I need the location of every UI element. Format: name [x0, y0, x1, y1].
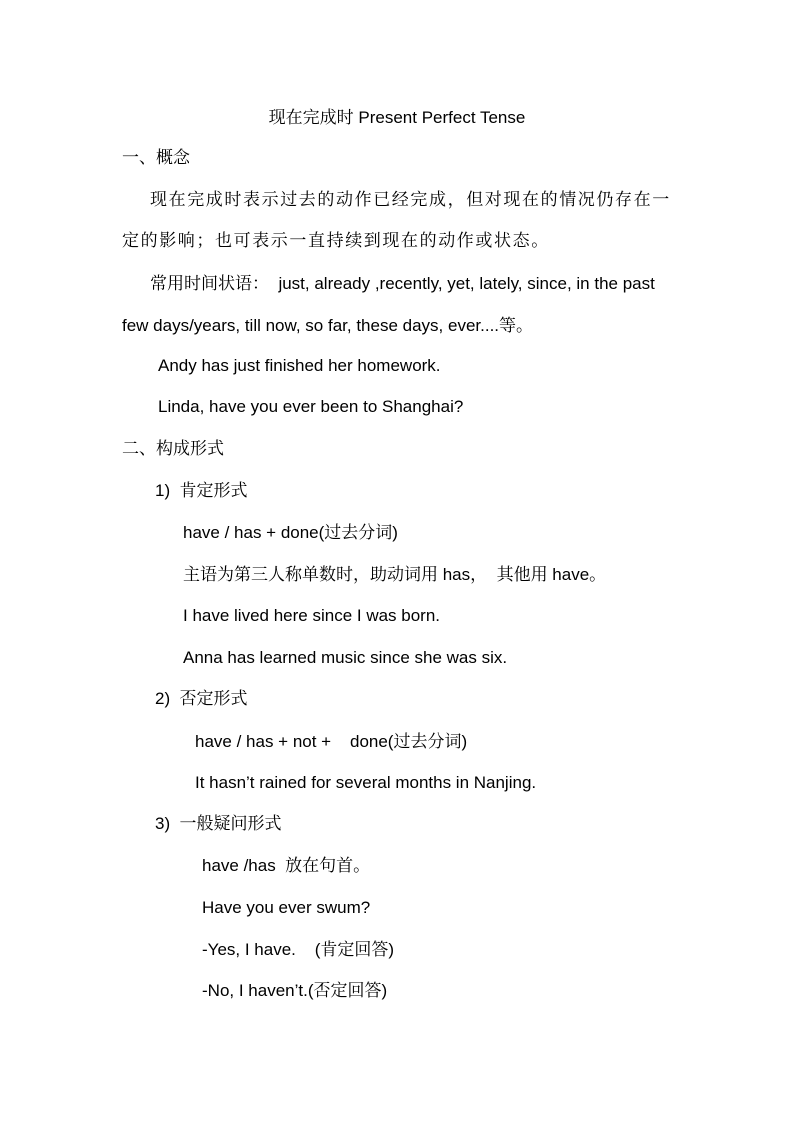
section-heading-concept: 一、概念: [122, 148, 190, 167]
affirmative-example-2: Anna has learned music since she was six.: [183, 648, 508, 667]
affirmative-formula: have / has + done(过去分词): [183, 523, 398, 542]
negative-formula: have / has + not + done(过去分词): [195, 732, 468, 751]
question-label: 3) 一般疑问形式: [155, 814, 282, 833]
section-heading-forms: 二、构成形式: [122, 439, 224, 458]
question-formula: have /has 放在句首。: [202, 856, 371, 875]
page-title: 现在完成时 Present Perfect Tense: [268, 108, 526, 127]
question-example-1: Have you ever swum?: [202, 898, 371, 917]
concept-paragraph-line-1: 现在完成时表示过去的动作已经完成，但对现在的情况仍存在一: [150, 190, 671, 209]
concept-example-2: Linda, have you ever been to Shanghai?: [158, 397, 464, 416]
question-answer-no: -No, I haven’t.(否定回答): [202, 981, 388, 1000]
negative-label: 2) 否定形式: [155, 689, 248, 708]
adverbials-line-2: few days/years, till now, so far, these days, ever....等。: [122, 316, 534, 335]
affirmative-label: 1) 肯定形式: [155, 481, 248, 500]
affirmative-note: 主语为第三人称单数时，助动词用 has， 其他用 have。: [183, 565, 607, 584]
negative-example-1: It hasn’t rained for several months in Nanjing.: [195, 773, 537, 792]
adverbials-line-1: 常用时间状语： just, already ,recently, yet, lately, since, in the past: [150, 274, 655, 293]
concept-example-1: Andy has just finished her homework.: [158, 356, 441, 375]
concept-paragraph-line-2: 定的影响；也可表示一直持续到现在的动作或状态。: [122, 231, 550, 250]
affirmative-example-1: I have lived here since I was born.: [183, 606, 441, 625]
question-answer-yes: -Yes, I have. (肯定回答): [202, 940, 395, 959]
